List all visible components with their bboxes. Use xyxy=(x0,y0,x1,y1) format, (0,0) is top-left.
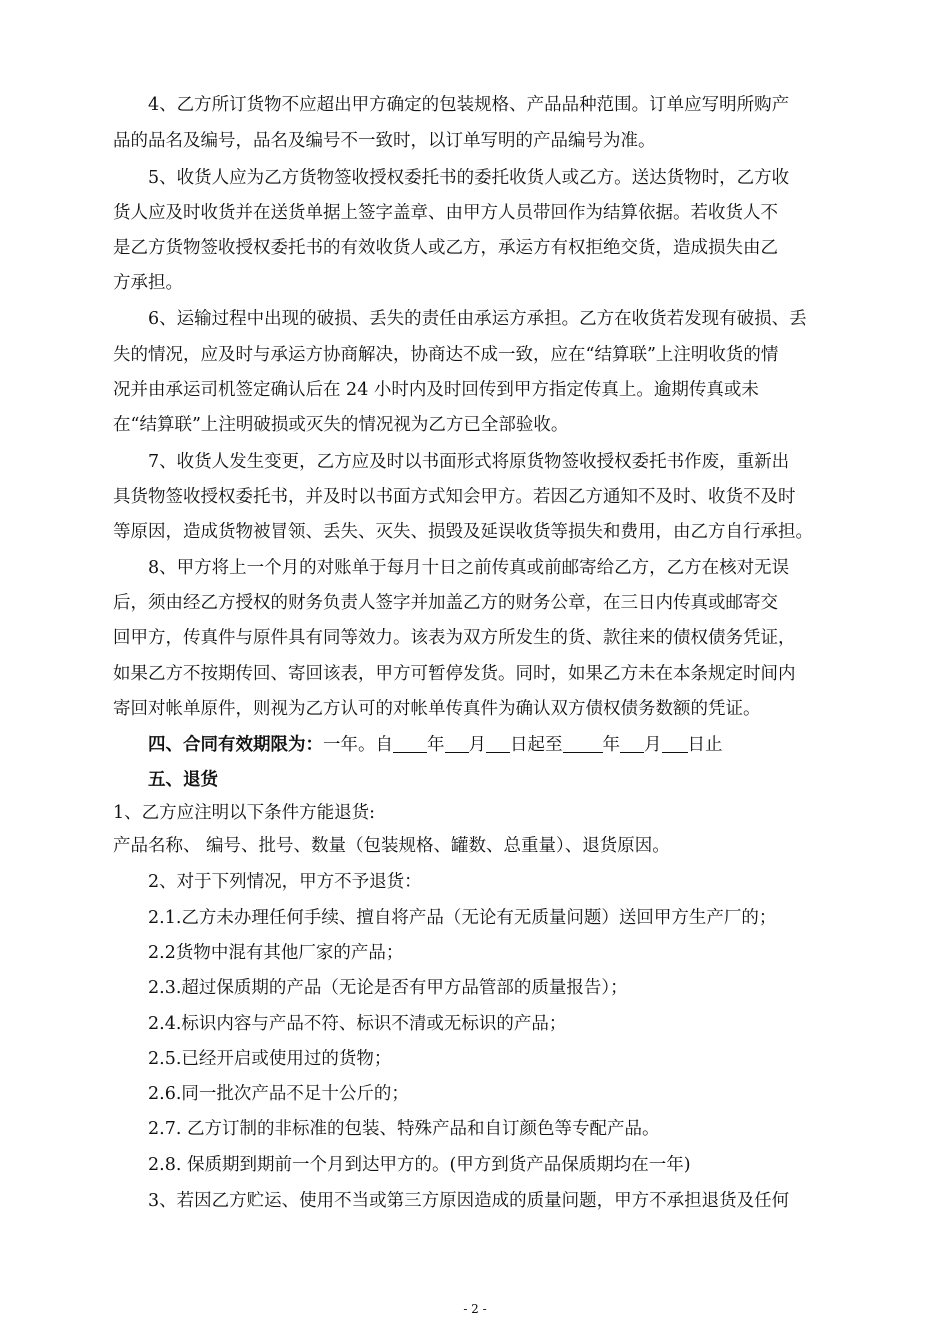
returns-item: 2.4.标识内容与产品不符、标识不清或无标识的产品； xyxy=(113,1014,567,1034)
returns-item: 2.2货物中混有其他厂家的产品； xyxy=(113,943,404,963)
paragraph-line: 如果乙方不按期传回、寄回该表，甲方可暂停发货。同时，如果乙方未在本条规定时间内 xyxy=(113,664,796,684)
end-day-blank[interactable] xyxy=(662,734,688,753)
paragraph-line: 回甲方，传真件与原件具有同等效力。该表为双方所发生的货、款往来的债权债务凭证， xyxy=(113,628,796,648)
paragraph-line: 况并由承运司机签定确认后在 24 小时内及时回传到甲方指定传真上。逾期传真或未 xyxy=(113,380,759,400)
paragraph-line: 4、乙方所订货物不应超出甲方确定的包装规格、产品品种范围。订单应写明所购产 xyxy=(113,95,790,115)
validity-heading: 四、合同有效期限为： xyxy=(148,735,323,755)
returns-item: 2.6.同一批次产品不足十公斤的； xyxy=(113,1084,409,1104)
paragraph-line: 是乙方货物签收授权委托书的有效收货人或乙方，承运方有权拒绝交货，造成损失由乙 xyxy=(113,238,778,258)
validity-clause xyxy=(113,734,843,756)
end-month-blank[interactable] xyxy=(620,734,644,753)
paragraph-line: 品的品名及编号，品名及编号不一致时，以订单写明的产品编号为准。 xyxy=(113,131,656,151)
paragraph-line: 5、收货人应为乙方货物签收授权委托书的委托收货人或乙方。送达货物时，乙方收 xyxy=(113,168,790,188)
returns-item: 3、若因乙方贮运、使用不当或第三方原因造成的质量问题，甲方不承担退货及任何 xyxy=(113,1191,790,1211)
page-number: - 2 - xyxy=(463,1302,487,1316)
returns-item: 2.1.乙方未办理任何手续、擅自将产品（无论有无质量问题）送回甲方生产厂的； xyxy=(113,908,777,928)
returns-item: 1、乙方应注明以下条件方能退货: xyxy=(113,803,376,823)
paragraph-line: 失的情况，应及时与承运方协商解决，协商达不成一致，应在“结算联”上注明收货的情 xyxy=(113,345,779,365)
returns-item: 2、对于下列情况，甲方不予退货： xyxy=(113,872,422,892)
label-year: 年 xyxy=(427,735,445,755)
label-month: 月 xyxy=(468,735,486,755)
paragraph-line: 货人应及时收货并在送货单据上签字盖章、由甲方人员带回作为结算依据。若收货人不 xyxy=(113,203,778,223)
validity-term: 一年。自 xyxy=(323,735,393,755)
paragraph-line: 6、运输过程中出现的破损、丢失的责任由承运方承担。乙方在收货若发现有破损、丢 xyxy=(113,309,807,329)
paragraph-line: 8、甲方将上一个月的对账单于每月十日之前传真或前邮寄给乙方，乙方在核对无误 xyxy=(113,558,790,578)
paragraph-line: 具货物签收授权委托书，并及时以书面方式知会甲方。若因乙方通知不及时、收货不及时 xyxy=(113,487,796,507)
paragraph-line: 7、收货人发生变更，乙方应及时以书面形式将原货物签收授权委托书作废，重新出 xyxy=(113,452,790,472)
label-month: 月 xyxy=(644,735,662,755)
end-year-blank[interactable] xyxy=(563,734,603,753)
label-year: 年 xyxy=(602,735,620,755)
start-month-blank[interactable] xyxy=(445,734,469,753)
section-heading: 五、退货 xyxy=(148,770,218,790)
start-year-blank[interactable] xyxy=(393,734,427,753)
returns-item: 2.7. 乙方订制的非标准的包装、特殊产品和自订颜色等专配产品。 xyxy=(113,1119,660,1139)
returns-item: 2.8. 保质期到期前一个月到达甲方的。(甲方到货产品保质期均在一年) xyxy=(113,1155,691,1175)
label-day-to: 日止 xyxy=(687,735,723,755)
start-day-blank[interactable] xyxy=(486,734,510,753)
paragraph-line: 在“结算联”上注明破损或灭失的情况视为乙方已全部验收。 xyxy=(113,415,569,435)
returns-item: 2.3.超过保质期的产品（无论是否有甲方品管部的质量报告）； xyxy=(113,978,628,998)
returns-item: 2.5.已经开启或使用过的货物； xyxy=(113,1049,392,1069)
paragraph-line: 等原因，造成货物被冒领、丢失、灭失、损毁及延误收货等损失和费用，由乙方自行承担。 xyxy=(113,522,813,542)
returns-item: 产品名称、 编号、批号、数量（包装规格、罐数、总重量）、退货原因。 xyxy=(113,836,670,856)
label-day-from: 日起至 xyxy=(510,735,563,755)
paragraph-line: 方承担。 xyxy=(113,273,183,293)
paragraph-line: 寄回对帐单原件，则视为乙方认可的对帐单传真件为确认双方债权债务数额的凭证。 xyxy=(113,699,761,719)
paragraph-line: 后，须由经乙方授权的财务负责人签字并加盖乙方的财务公章，在三日内传真或邮寄交 xyxy=(113,593,778,613)
